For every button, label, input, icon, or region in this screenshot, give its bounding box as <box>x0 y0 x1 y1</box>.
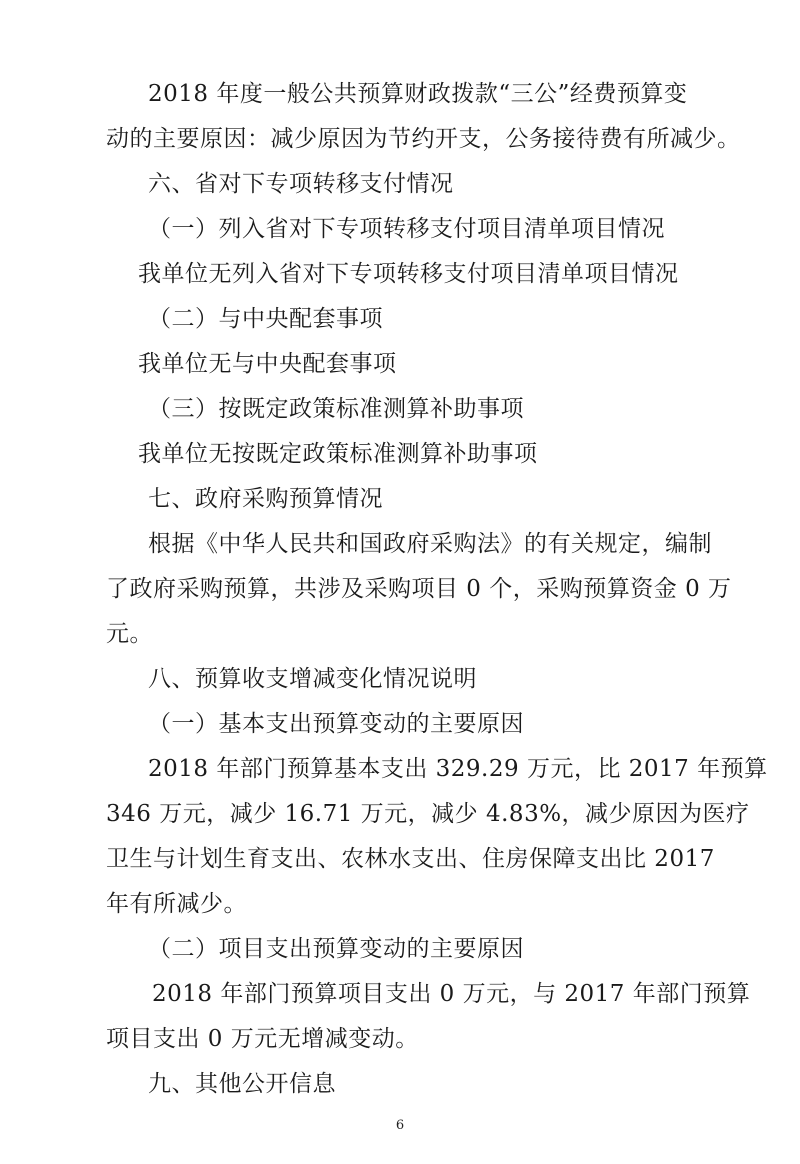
paragraph-line: 卫生与计划生育支出、农林水支出、住房保障支出比 2017 <box>106 846 715 872</box>
paragraph-line: 根据《中华人民共和国政府采购法》的有关规定，编制 <box>148 531 712 557</box>
section-heading: 六、省对下专项转移支付情况 <box>148 171 454 197</box>
paragraph-line: 年有所减少。 <box>106 891 247 917</box>
section-heading: 八、预算收支增减变化情况说明 <box>148 666 477 692</box>
paragraph-line: 2018 年部门预算项目支出 0 万元，与 2017 年部门预算 <box>152 981 751 1007</box>
section-heading: 七、政府采购预算情况 <box>148 486 383 512</box>
subsection-heading: （二）项目支出预算变动的主要原因 <box>148 936 524 962</box>
paragraph-line: 动的主要原因：减少原因为节约开支，公务接待费有所减少。 <box>106 126 741 152</box>
paragraph-line: 2018 年部门预算基本支出 329.29 万元，比 2017 年预算 <box>148 756 768 782</box>
paragraph-line: 我单位无列入省对下专项转移支付项目清单项目情况 <box>138 261 679 287</box>
paragraph-line: 元。 <box>106 621 153 647</box>
paragraph-line: 我单位无与中央配套事项 <box>138 351 397 377</box>
subsection-heading: （一）基本支出预算变动的主要原因 <box>148 711 524 737</box>
paragraph-line: 我单位无按既定政策标准测算补助事项 <box>138 441 538 467</box>
subsection-heading: （一）列入省对下专项转移支付项目清单项目情况 <box>148 216 665 242</box>
paragraph-line: 项目支出 0 万元无增减变动。 <box>106 1026 419 1052</box>
paragraph-line: 2018 年度一般公共预算财政拨款“三公”经费预算变 <box>148 81 688 107</box>
paragraph-line: 346 万元，减少 16.71 万元，减少 4.83%，减少原因为医疗 <box>106 801 750 827</box>
subsection-heading: （二）与中央配套事项 <box>148 306 383 332</box>
section-heading: 九、其他公开信息 <box>148 1071 336 1097</box>
subsection-heading: （三）按既定政策标准测算补助事项 <box>148 396 524 422</box>
page-number: 6 <box>395 1118 405 1133</box>
paragraph-line: 了政府采购预算，共涉及采购项目 0 个，采购预算资金 0 万 <box>106 576 732 602</box>
